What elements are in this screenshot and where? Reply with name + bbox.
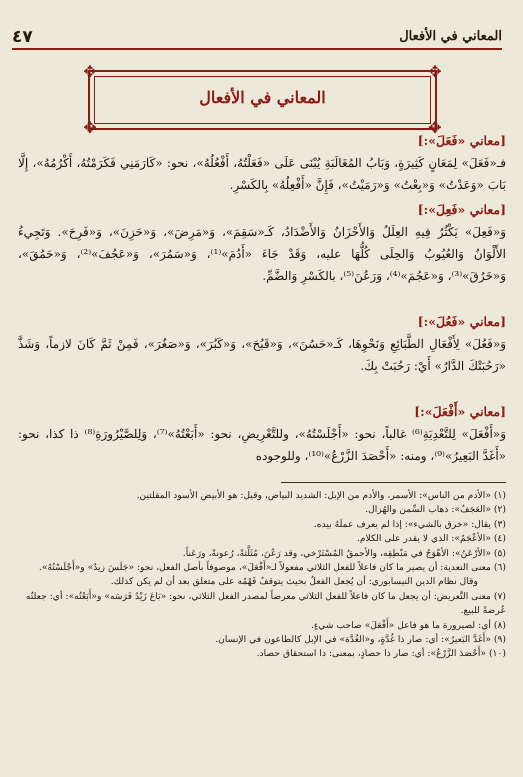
section-faila xyxy=(18,199,506,287)
corner-ornament-icon: ✥ xyxy=(428,62,442,81)
corner-ornament-icon: ✥ xyxy=(83,118,97,137)
footnote: (٨) أي: لصيرورة ما هو فاعل «أَفْعَلَ» صاحب شيءٍ. xyxy=(310,619,506,631)
chapter-title: المعاني في الأفعال xyxy=(199,88,326,107)
section-faula xyxy=(18,311,506,377)
section-title: [معاني «فَعَلَ»:] xyxy=(417,133,506,148)
footnote-separator xyxy=(281,482,506,483)
section-body: وَ«أَفْعَلَ» لِلتَّعْدِيَةِ⁽⁶⁾ غالباً، نحو: «أَجْلَسْتُهُ»، وللتَّعْرِيضِ، نحو: «أَبَعْتُهُ»⁽⁷⁾، وَلِلصَّيْرُورَةِ⁽⁸⁾ ذا كذا، نحو: «أَغَدَّ البَعِيرُ»⁽⁹⁾، ومنه: «أَحْصَدَ الزَّرْعُ»⁽¹⁰⁾، وللوجوده xyxy=(18,427,506,463)
footnote: (١٠) «أَحْصَدَ الزَّرْعُ»: أي: صار ذا حصادٍ، بمعنى: ذا استحقاق حصاد. xyxy=(256,648,506,660)
footnote: (٥) «الأرْعَنُ»: الأهْوَجُ في مَنْطِقِه، والأحمقُ المُسْتَرْخي، وقد رَعُنَ، مُثَلَّثةً، رُعونةً، ورَعَناً. xyxy=(182,547,506,559)
footnote: (٢) «العَجَفُ»: ذهاب السِّمن والهُزال. xyxy=(365,504,506,516)
chapter-title-frame xyxy=(83,62,442,137)
section-title: [معاني «أَفْعَلَ»:] xyxy=(414,404,506,419)
footnote: (٧) معنى التَّعريض: أن يجعل ما كان فاعلاً للفعل الثلاثي معرضاً لمصدر الفعل الثلاثي، نحو: «بَاعَ زَيْدٌ فَرَسَه» و«أَبَعْتُه»: أي: جعلتُه عُرضةً للبيع. xyxy=(25,590,506,617)
section-body: وَ«فَعُلَ» لِأَفْعَالِ الطَّبَائِعِ وَنَحْوِهَا، كَـ«حَسُنَ»، وَ«قَبُحَ»، وَ«كَبُرَ»، وَ«صَغُرَ»، فَمِنْ ثَمَّ كَانَ لازماً، وَشَذَّ «رَحُبَتْكَ الدَّارُ» أَيْ: رَحُبَتْ بِكَ. xyxy=(18,337,506,373)
section-body: وَ«فَعِلَ» يَكْثُرُ فِيهِ العِلَلُ وَالأَحْزَانُ وَالأَضْدَادُ، كَـ«سَقِمَ»، وَ«مَرِضَ»، وَ«حَزِنَ»، وَ«فَرِحَ». وَتَجِيءُ الأَلْوَانُ وَالعُيُوبُ وَالحِلَى كُلُّهَا عليه، وَقَدْ جَاءَ «أَدُمَ»⁽¹⁾، وَ«سَمُرَ»، وَ«عَجُفَ»⁽²⁾، وَ«حَمُقَ»، وَ«خَرُقَ»⁽³⁾، وَ«عَجُمَ»⁽⁴⁾، وَرَعُنَ⁽⁵⁾، بالكَسْرِ وَالضَّمِّ. xyxy=(18,225,506,283)
footnote: (٤) «الأعْجَمُ»: الذي لا يقدر على الكلام. xyxy=(356,533,506,545)
footnote: (٩) «أَغَدَّ البَعيرُ»: أي: صار ذا غُدَّةٍ، و«الغُدَّة» في الإبل كالطاعون في الإنسان. xyxy=(215,634,506,646)
page-header xyxy=(12,26,502,50)
footnote: (١) «الأدم من الناس»: الأسمر، والأدم من الإبل: الشديد البياض، وقيل: هو الأبيض الأسود المقلتين. xyxy=(136,490,506,501)
section-body: فـ«فَعَلَ» لِمَعَانٍ كَثِيرَةٍ، وَبَابُ المُغَالَبَةِ يُبْنَى عَلَى «فَعَلْتُهُ، أَفْعُلُهُ»، نحو: «كَارَمَنِي فَكَرَمْتُهُ، أَكْرُمُهُ»، إِلَّا بَابَ «وَعَدْتُ» وَ«بِعْتُ» وَ«رَمَيْتُ»، فَإِنَّ «أَفْعِلُهُ» بِالكَسْرِ. xyxy=(18,156,506,192)
page-number: ٤٧ xyxy=(12,27,33,47)
corner-ornament-icon: ✥ xyxy=(83,62,97,81)
footnotes xyxy=(18,489,506,662)
section-title: [معاني «فَعُلَ»:] xyxy=(417,314,506,329)
running-title: المعاني في الأفعال xyxy=(399,29,502,44)
footnote: (٣) يقال: «خرق بالشيء»: إذا لم يعرف عملَهُ بيده. xyxy=(313,518,506,530)
corner-ornament-icon: ✥ xyxy=(428,118,442,137)
section-faala xyxy=(18,130,506,196)
footnote-continuation: وقال نظام الدين النيسابوري: أن يُجعل الفعلُ بحيث يتوقفُ فَهْمُه على متعلق بعد أن لم يكن كذلك. xyxy=(110,576,478,588)
footnote: (٦) معنى التعدية: أن يصير ما كان فاعلاً للفعل الثلاثي مفعولاً لـ«أَفْعَلَ»، موصوفاً بأصل الفعل، نحو: «جَلَسَ زيدٌ» و«أَجْلَسْتُهُ». xyxy=(38,562,506,574)
section-title: [معاني «فَعِلَ»:] xyxy=(417,202,506,217)
section-afala xyxy=(18,401,506,467)
